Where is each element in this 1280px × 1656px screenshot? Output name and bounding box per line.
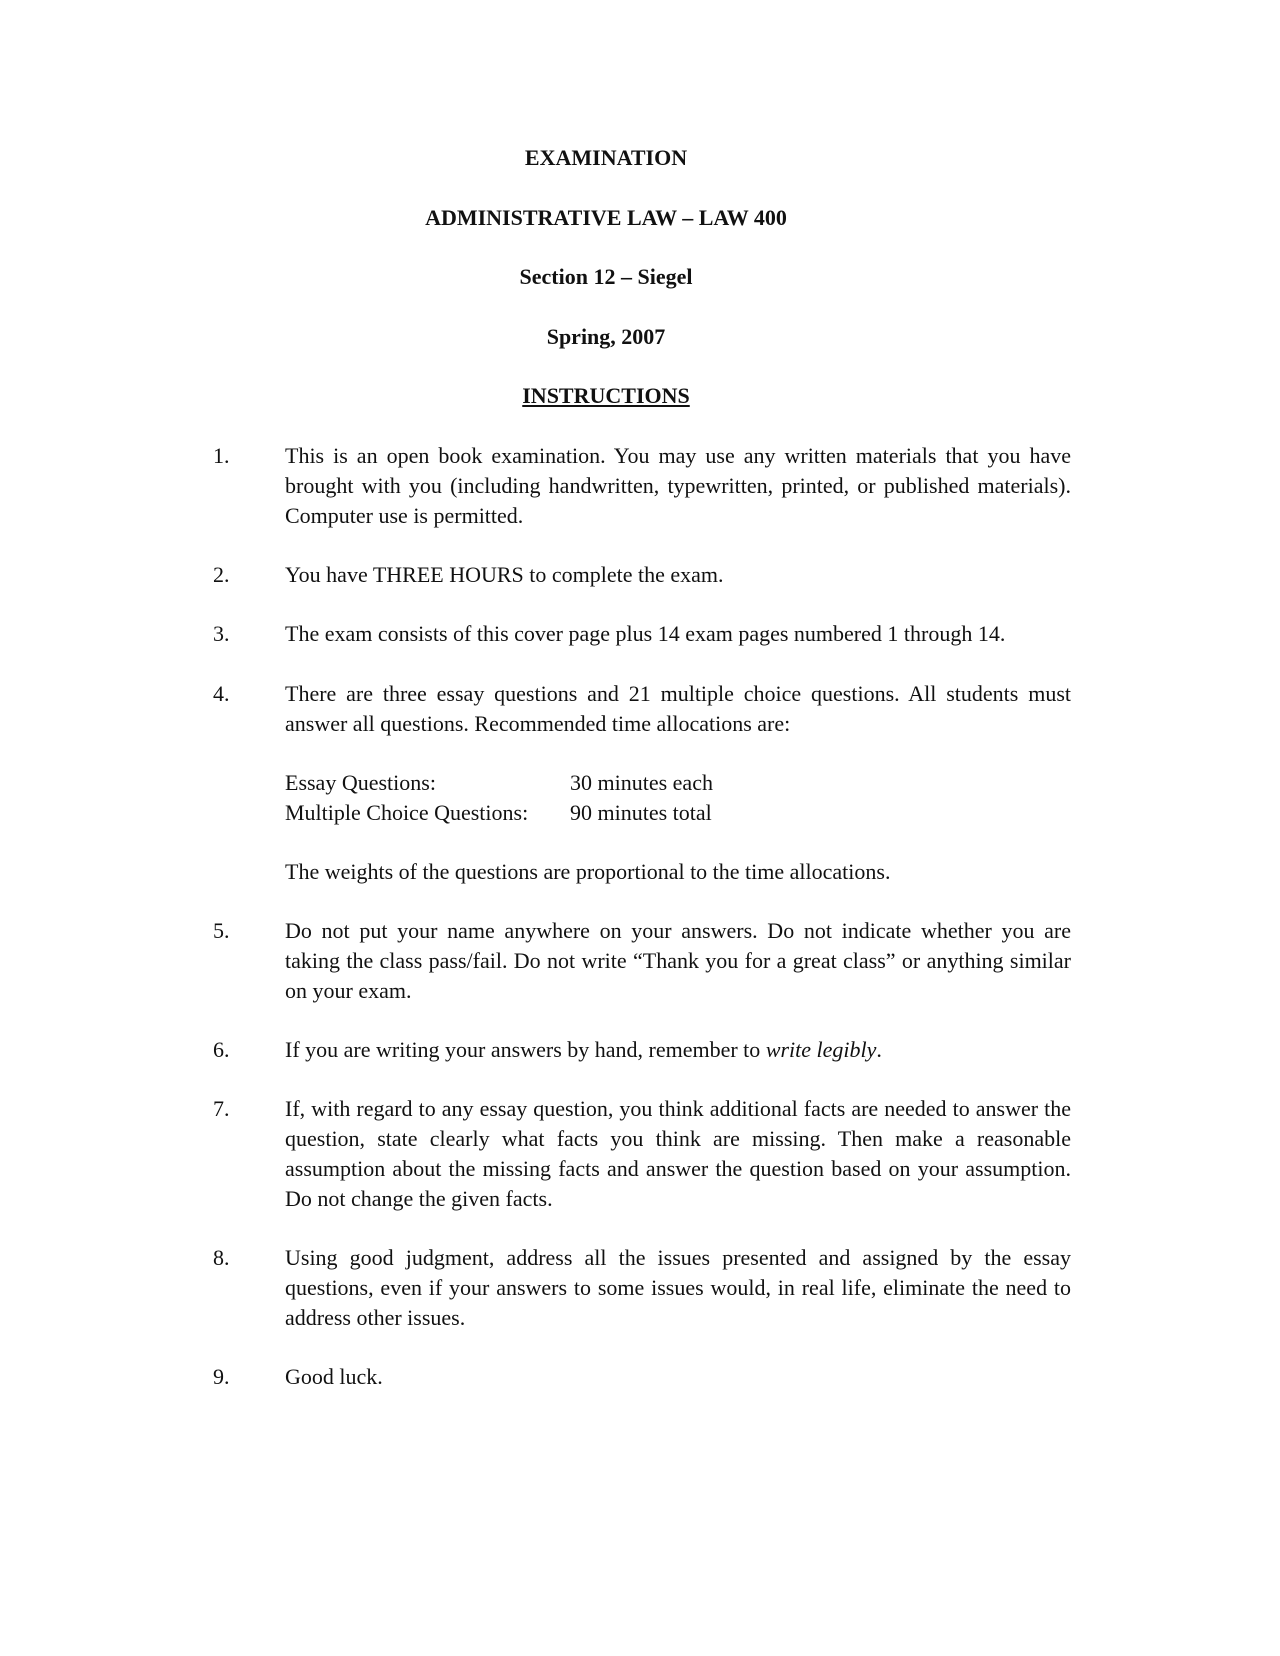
allocation-row	[285, 798, 1071, 828]
item-number: 5.	[213, 918, 230, 943]
section-line: Section 12 – Siegel	[519, 264, 693, 289]
item-number: 3.	[213, 621, 230, 646]
item-text	[285, 1035, 1071, 1065]
instructions-heading: INSTRUCTIONS	[522, 383, 690, 408]
item-text: This is an open book examination. You may use any written materials that you have brought with you (including handwritten, typewritten, printed, or published materials). Computer use is permitted.	[285, 443, 1071, 528]
item-number: 2.	[213, 562, 230, 587]
allocation-row	[285, 768, 1071, 798]
item-text-main: If you are writing your answers by hand, remember to	[285, 1037, 766, 1062]
item-number: 1.	[213, 443, 230, 468]
item-text: If, with regard to any essay question, you think additional facts are needed to answer the question, state clearly what facts you think are missing. Then make a reasonable assumption about the missing facts and answer the question based on your assumption. Do not change the given facts.	[285, 1096, 1071, 1211]
item-text: You have THREE HOURS to complete the exam.	[285, 562, 724, 587]
item-text-suffix: .	[876, 1037, 882, 1062]
item-main-text: There are three essay questions and 21 multiple choice questions. All students must answer all questions. Recommended time allocations are:	[285, 681, 1071, 736]
weights-note: The weights of the questions are proportional to the time allocations.	[285, 859, 891, 884]
allocation-value: 90 minutes total	[570, 800, 712, 825]
term-line: Spring, 2007	[546, 324, 666, 349]
item-number: 7.	[213, 1096, 230, 1121]
allocation-value: 30 minutes each	[570, 770, 713, 795]
item-number: 4.	[213, 681, 230, 706]
item-text: Do not put your name anywhere on your answers. Do not indicate whether you are taking the class pass/fail. Do not write “Thank you for a great class” or anything similar on your exam.	[285, 918, 1071, 1003]
allocation-label: Multiple Choice Questions:	[285, 800, 529, 825]
item-text	[285, 679, 1071, 887]
item-number: 9.	[213, 1364, 230, 1389]
emphasis-text: write legibly	[765, 1037, 877, 1062]
instructions-heading-wrap	[0, 381, 1212, 411]
item-number: 8.	[213, 1245, 230, 1270]
exam-title: EXAMINATION	[524, 145, 688, 170]
item-number: 6.	[213, 1037, 230, 1062]
course-title: ADMINISTRATIVE LAW – LAW 400	[425, 205, 787, 230]
item-text: Using good judgment, address all the issues presented and assigned by the essay questions, even if your answers to some issues would, in real life, eliminate the need to address other issues.	[285, 1245, 1071, 1330]
item-text: The exam consists of this cover page plus 14 exam pages numbered 1 through 14.	[285, 621, 1006, 646]
item-text: Good luck.	[285, 1364, 383, 1389]
allocation-label: Essay Questions:	[285, 770, 436, 795]
